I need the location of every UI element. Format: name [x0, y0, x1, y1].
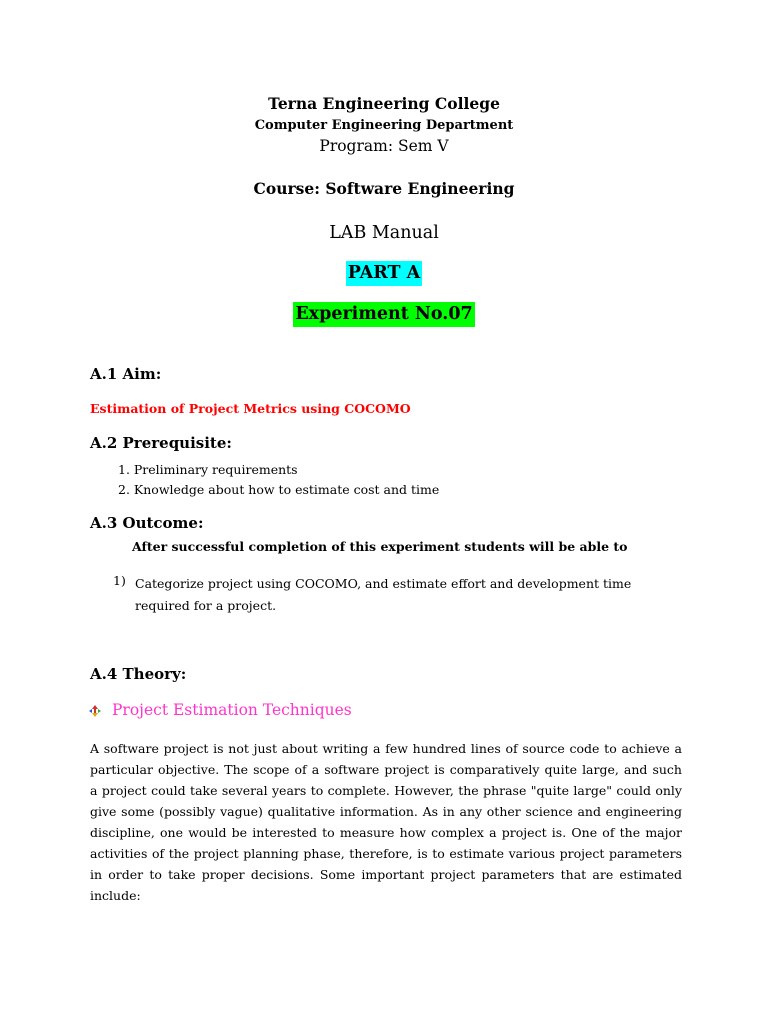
experiment-heading: Experiment No.07 [293, 302, 474, 327]
paragraph-line: A software project is not just about writing a few hundred lines of source code to achieve a [90, 741, 682, 756]
aim-text: Estimation of Project Metrics using COCOMO [90, 401, 411, 416]
experiment-heading-row [0, 302, 768, 327]
theory-paragraph [90, 738, 682, 906]
theory-heading: A.4 Theory: [90, 665, 187, 683]
paragraph-line: discipline, one would be interested to measure how complex a project is. One of the major [90, 825, 682, 840]
outcome-heading: A.3 Outcome: [90, 514, 204, 532]
paragraph-line: in order to take proper decisions. Some important project parameters that are estimated [90, 867, 682, 882]
prerequisite-list [118, 460, 439, 499]
paragraph-line: give some (possibly vague) qualitative information. As in any other science and engineering [90, 804, 682, 819]
paragraph-line: a project could take several years to complete. However, the phrase "quite large" could only [90, 783, 682, 798]
prerequisite-item: 2. Knowledge about how to estimate cost and time [118, 481, 440, 497]
prerequisite-item: 1. Preliminary requirements [118, 462, 298, 477]
arrow-bullet-icon [88, 704, 102, 718]
paragraph-line: activities of the project planning phase, therefore, is to estimate various project parameters [90, 846, 682, 861]
aim-heading: A.1 Aim: [90, 365, 162, 383]
lab-manual-title: LAB Manual [329, 223, 439, 243]
college-name: Terna Engineering College [268, 94, 500, 113]
outcome-lead: After successful completion of this experiment students will be able to [132, 539, 628, 554]
outcome-item-text: Categorize project using COCOMO, and estimate effort and development time required for a project. [135, 576, 632, 613]
department-name: Computer Engineering Department [254, 118, 514, 133]
prerequisite-heading: A.2 Prerequisite: [90, 434, 232, 452]
part-heading-row [0, 261, 768, 286]
course-title: Course: Software Engineering [253, 179, 515, 198]
theory-subheading-row [88, 701, 352, 719]
program-label: Program: Sem V [319, 137, 449, 155]
paragraph-line: particular objective. The scope of a software project is comparatively quite large, and such [90, 762, 682, 777]
part-heading: PART A [346, 261, 422, 286]
theory-subheading: Project Estimation Techniques [112, 701, 352, 719]
outcome-item-number: 1) [113, 573, 126, 588]
paragraph-line: include: [90, 888, 141, 903]
